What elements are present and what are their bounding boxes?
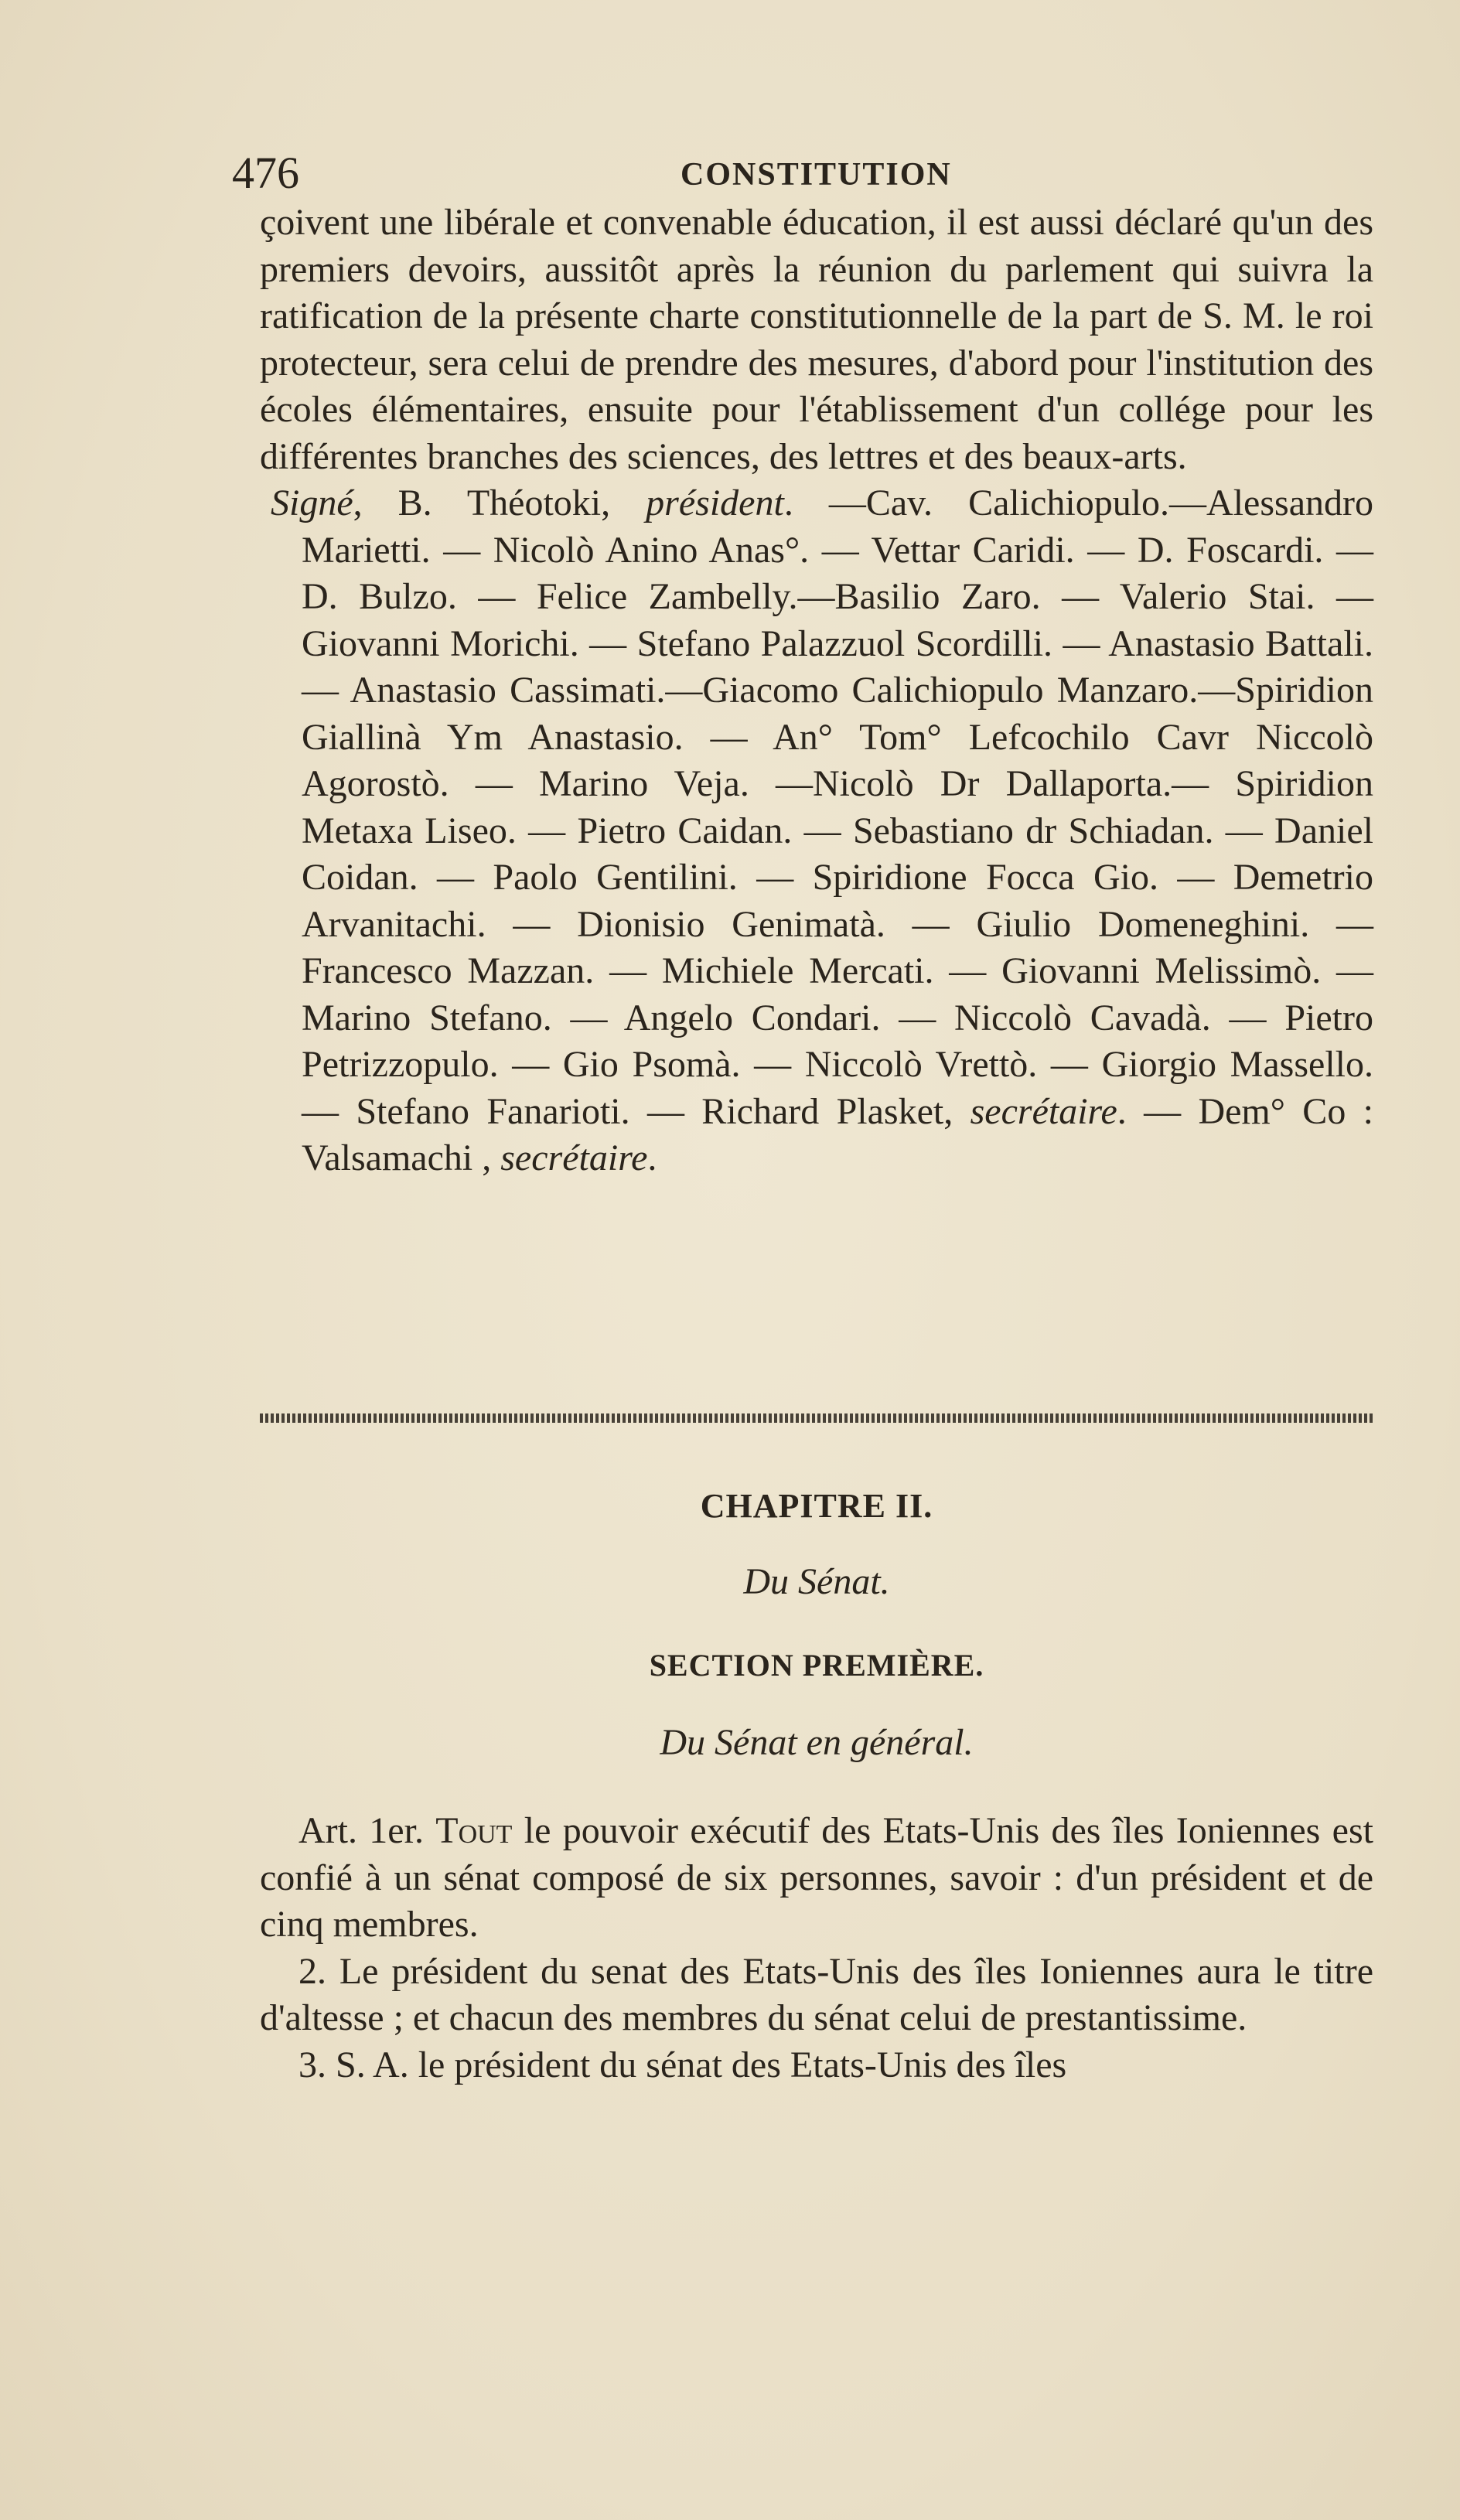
signatory-list: . —Cav. Calichiopulo.—Alessandro Marietti. — Nicolò Anino Anas°. — Vettar Caridi. — D. Foscardi. — D. Bulzo. — Felice Zambelly.—Basilio Zaro. — Valerio Stai. — Giovanni Morichi. — Stefano Palazzuol Scordilli. — Anastasio Battali. — Anastasio Cassimati.—Giacomo Calichiopulo Manzaro.—Spiridion Giallinà Ym Anastasio. — An° Tom° Lefcochilo Cavr Niccolò Agorostò. — Marino Veja. —Nicolò Dr Dallaporta.— Spiridion Metaxa Liseo. — Pietro Caidan. — Sebastiano dr Schiadan. — Daniel Coidan. — Paolo Gentilini. — Spiridione Focca Gio. — Demetrio Arvanitachi. — Dionisio Genimatà. — Giulio Domeneghini. — Francesco Mazzan. — Michiele Mercati. — Giovanni Melissimò. — Marino Stefano. — Angelo Condari. — Niccolò Cavadà. — Pietro Petrizzopulo. — Gio Psomà. — Niccolò Vrettò. — Giorgio Massello. — Stefano Fanarioti. — Richard Plasket, [302,483,1373,1132]
president-label: président [646,483,784,523]
article-1-number: Art. 1er. [298,1810,424,1851]
signatures-paragraph [260,480,1373,1182]
page-header [232,147,1369,201]
running-title: CONSTITUTION [681,157,952,193]
ornamental-rule [260,1413,1373,1423]
secretaire-label-2: secrétaire [500,1137,648,1178]
section-title: Du Sénat en général. [660,1722,974,1763]
section-heading: SECTION PREMIÈRE. [649,1648,984,1683]
article-1-first-word: Tout [435,1810,513,1851]
article-2: 2. Le président du senat des Etats-Unis des îles Ioniennes aura le titre d'altesse ; et chacun des membres du sénat celui de prestantissime. [260,1950,1373,2038]
chapter-subtitle: Du Sénat. [743,1561,890,1602]
body-text-top [260,199,1373,1182]
page-number: 476 [232,148,299,198]
secretaire-label: secrétaire [970,1090,1117,1132]
sig-end: . [647,1137,657,1178]
secretary-name: . — Dem° Co : Valsamachi , [302,1090,1373,1178]
article-1 [260,1808,1373,1949]
first-signatory: , B. Théotoki, [353,483,646,523]
article-3: 3. S. A. le président du sénat des Etats-Unis des îles [298,2044,1067,2085]
articles-block [260,1808,1373,2089]
signe-label: Signé [271,483,353,523]
chapter-title: CHAPITRE II. [700,1487,933,1525]
paragraph-education: çoivent une libérale et convenable éducation, il est aussi déclaré qu'un des premiers devoirs, aussitôt après la réunion du parlement qui suivra la ratification de la présente charte constitutionnelle de la part de S. M. le roi protecteur, sera celui de prendre des mesures, d'abord pour l'institution des écoles élémentaires, ensuite pour l'établissement d'un collége pour les différentes branches des sciences, des lettres et des beaux-arts. [260,202,1373,477]
article-1-text: le pouvoir exécutif des Etats-Unis des îles Ioniennes est confié à un sénat composé de six personnes, savoir : d'un président et de cinq membres. [260,1810,1373,1945]
